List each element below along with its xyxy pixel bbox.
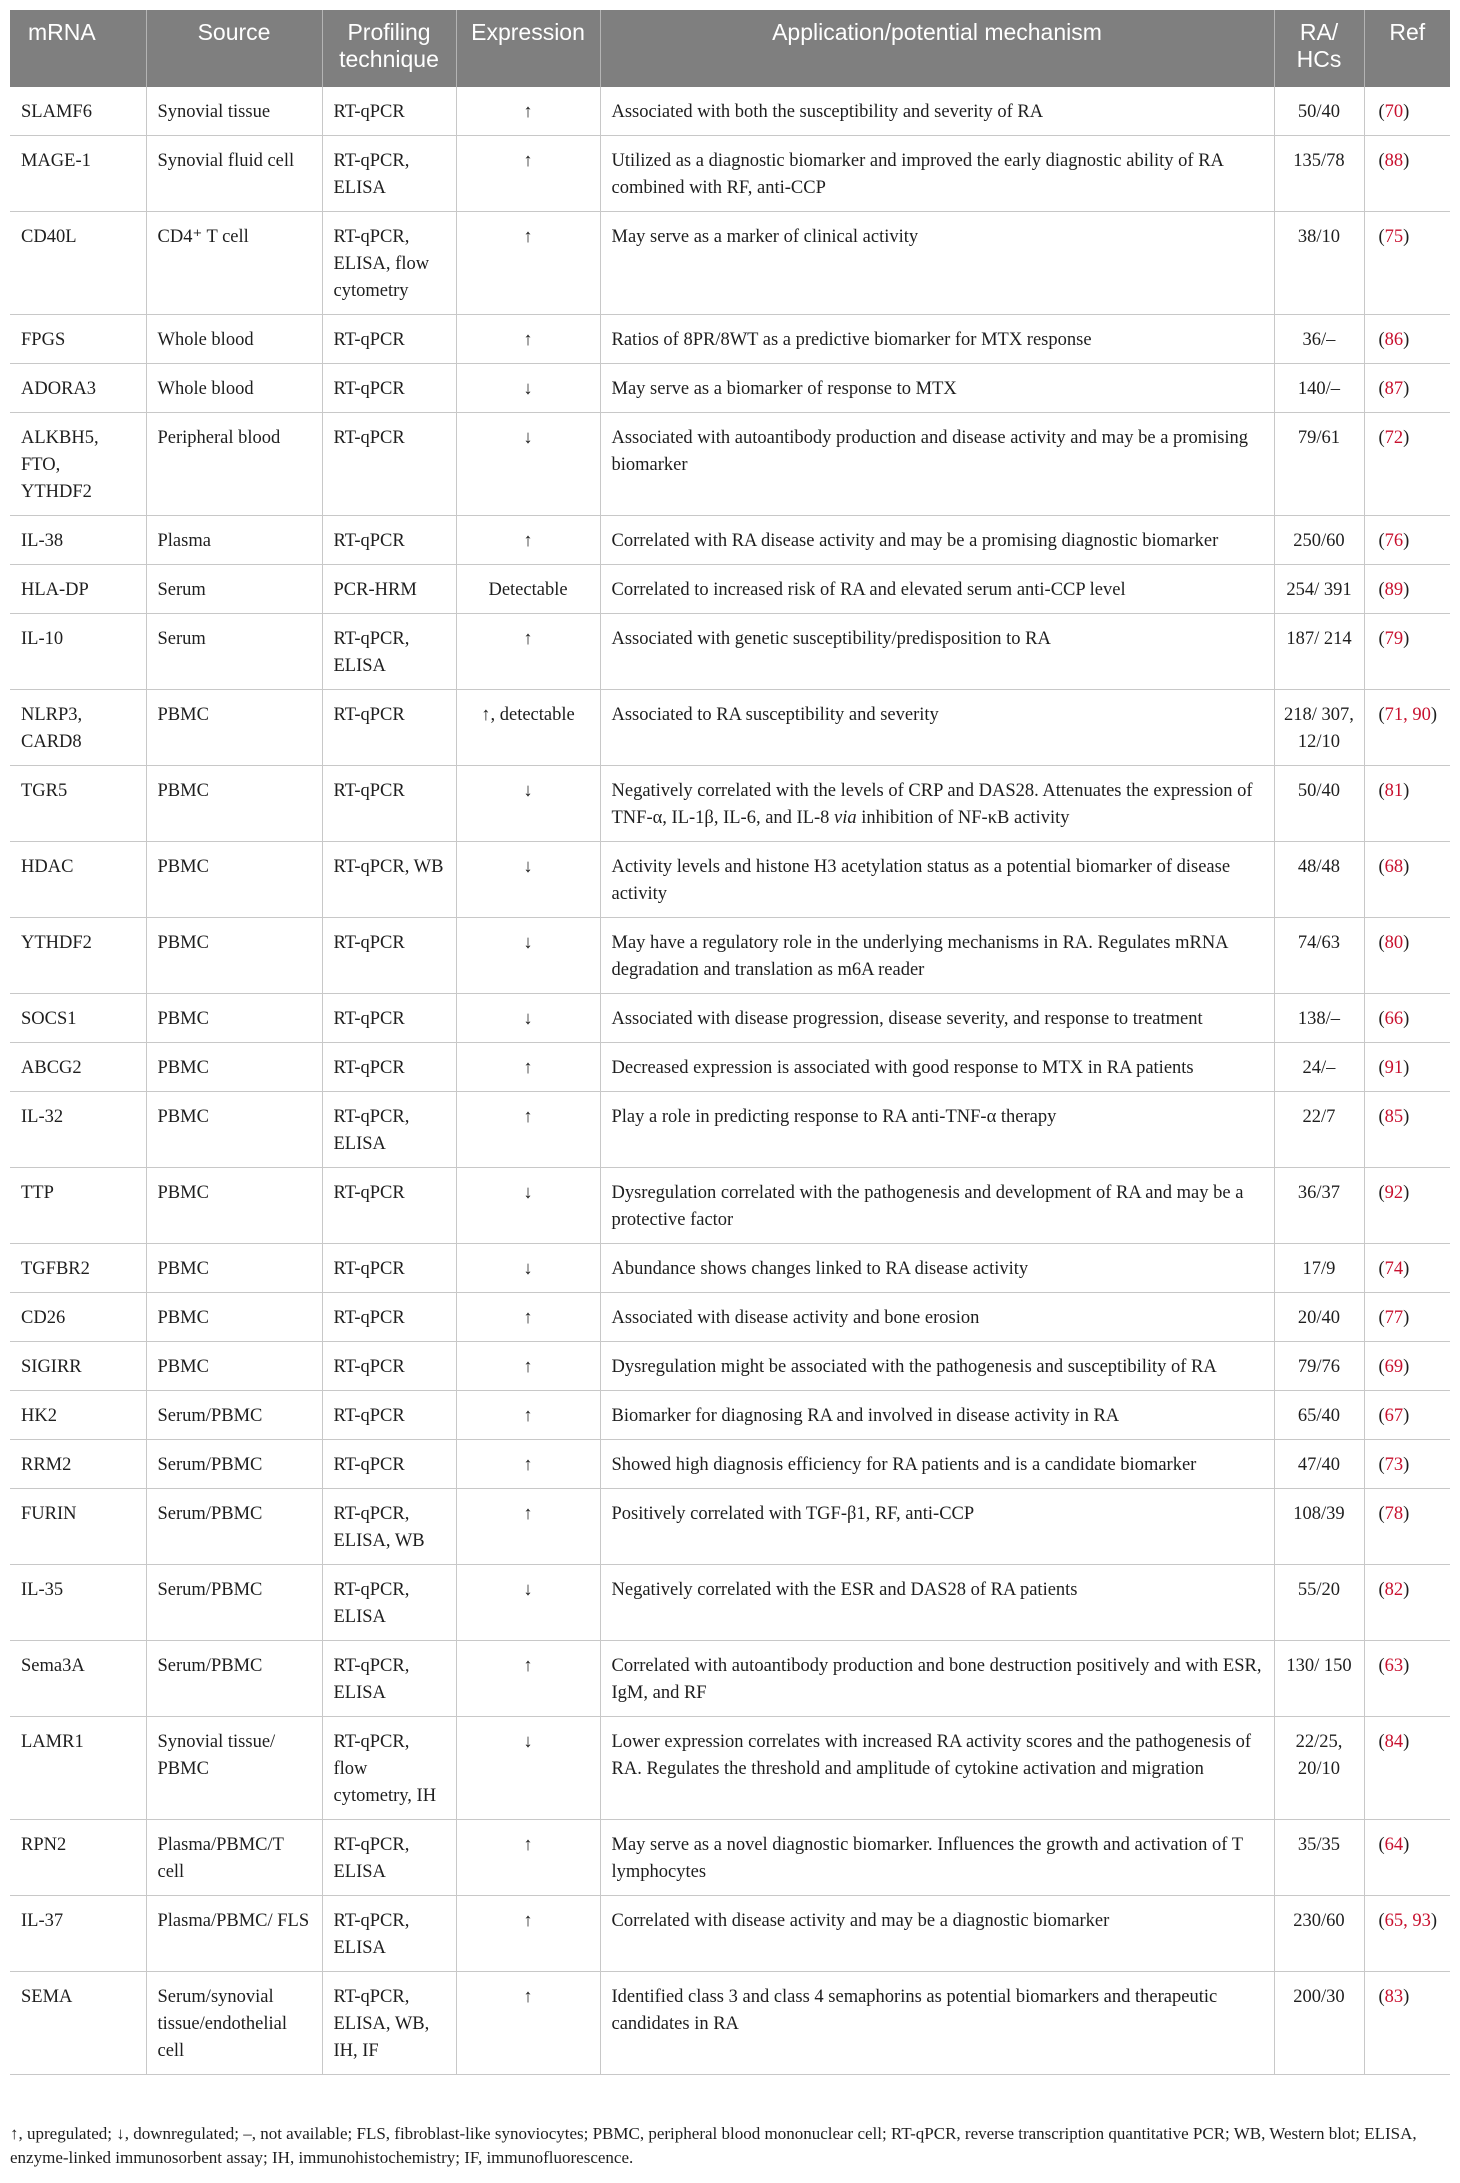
cell-expression: ↑	[456, 212, 600, 315]
header-mechanism: Application/potential mechanism	[600, 10, 1274, 87]
cell-source: PBMC	[146, 766, 322, 842]
table-header	[10, 10, 1450, 87]
cell-mrna: Sema3A	[10, 1641, 146, 1717]
cell-ra-hcs: 130/ 150	[1274, 1641, 1364, 1717]
cell-source: PBMC	[146, 918, 322, 994]
cell-ref: (68)	[1364, 842, 1450, 918]
cell-expression: ↑	[456, 1043, 600, 1092]
cell-ref: (89)	[1364, 565, 1450, 614]
cell-ra-hcs: 200/30	[1274, 1972, 1364, 2075]
cell-technique: RT-qPCR	[322, 87, 456, 136]
ref-link[interactable]: 77	[1384, 1308, 1404, 1328]
cell-expression: ↑	[456, 1342, 600, 1391]
ref-link[interactable]: 80	[1384, 933, 1404, 953]
cell-ra-hcs: 254/ 391	[1274, 565, 1364, 614]
cell-source: Serum	[146, 565, 322, 614]
table-row	[10, 136, 1450, 212]
cell-expression: ↑	[456, 87, 600, 136]
cell-source: Whole blood	[146, 364, 322, 413]
cell-ra-hcs: 250/60	[1274, 516, 1364, 565]
cell-expression: ↑	[456, 1293, 600, 1342]
ref-link[interactable]: 76	[1384, 531, 1404, 551]
table-row	[10, 614, 1450, 690]
cell-mechanism: Dysregulation correlated with the pathogenesis and development of RA and may be a protective factor	[600, 1168, 1274, 1244]
cell-technique: RT-qPCR, ELISA	[322, 1820, 456, 1896]
ref-link[interactable]: 67	[1384, 1406, 1404, 1426]
cell-source: Synovial tissue	[146, 87, 322, 136]
cell-ref: (83)	[1364, 1972, 1450, 2075]
cell-ref: (76)	[1364, 516, 1450, 565]
cell-mechanism: Play a role in predicting response to RA anti-TNF-α therapy	[600, 1092, 1274, 1168]
cell-mrna: IL-37	[10, 1896, 146, 1972]
cell-technique: RT-qPCR, ELISA	[322, 1092, 456, 1168]
table-row	[10, 1820, 1450, 1896]
cell-expression: ↓	[456, 918, 600, 994]
cell-ref: (85)	[1364, 1092, 1450, 1168]
cell-expression: ↑	[456, 1489, 600, 1565]
cell-ra-hcs: 36/37	[1274, 1168, 1364, 1244]
cell-technique: RT-qPCR	[322, 1244, 456, 1293]
cell-ref: (78)	[1364, 1489, 1450, 1565]
cell-expression: ↑	[456, 315, 600, 364]
table-row	[10, 565, 1450, 614]
ref-link[interactable]: 86	[1384, 330, 1404, 350]
cell-ra-hcs: 50/40	[1274, 87, 1364, 136]
cell-ra-hcs: 22/7	[1274, 1092, 1364, 1168]
cell-mrna: NLRP3, CARD8	[10, 690, 146, 766]
cell-mrna: SLAMF6	[10, 87, 146, 136]
cell-ref: (88)	[1364, 136, 1450, 212]
cell-mrna: HK2	[10, 1391, 146, 1440]
cell-source: PBMC	[146, 842, 322, 918]
ref-link[interactable]: 75	[1384, 227, 1404, 247]
cell-mechanism: Decreased expression is associated with good response to MTX in RA patients	[600, 1043, 1274, 1092]
cell-ra-hcs: 36/–	[1274, 315, 1364, 364]
cell-mechanism: Negatively correlated with the levels of CRP and DAS28. Attenuates the expression of TNF-α, IL-1β, IL-6, and IL-8 via inhibition of NF-κB activity	[600, 766, 1274, 842]
cell-expression: ↑	[456, 136, 600, 212]
table-row	[10, 1896, 1450, 1972]
cell-technique: RT-qPCR	[322, 315, 456, 364]
cell-ra-hcs: 79/76	[1274, 1342, 1364, 1391]
table-row	[10, 87, 1450, 136]
cell-mechanism: Lower expression correlates with increased RA activity scores and the pathogenesis of RA. Regulates the threshold and amplitude of cytokine activation and migration	[600, 1717, 1274, 1820]
mrna-biomarker-table	[10, 10, 1450, 2075]
cell-source: Peripheral blood	[146, 413, 322, 516]
cell-source: Synovial tissue/ PBMC	[146, 1717, 322, 1820]
header-ra-hcs: RA/ HCs	[1274, 10, 1364, 87]
ref-link[interactable]: 82	[1384, 1580, 1404, 1600]
header-expression: Expression	[456, 10, 600, 87]
cell-ref: (65, 93)	[1364, 1896, 1450, 1972]
table-footnote: ↑, upregulated; ↓, downregulated; –, not available; FLS, fibroblast-like synoviocytes; PBMC, peripheral blood mononuclear cell; RT-qPCR, reverse transcription quantitative PCR; WB, Western blot; ELISA, enzyme-linked immunosorbent assay; IH, immunohistochemistry; IF, immunofluorescence.	[10, 2124, 1417, 2167]
cell-ra-hcs: 218/ 307, 12/10	[1274, 690, 1364, 766]
header-ref: Ref	[1364, 10, 1450, 87]
cell-mechanism: Associated with autoantibody production and disease activity and may be a promising biomarker	[600, 413, 1274, 516]
table-row	[10, 1489, 1450, 1565]
cell-expression: ↑	[456, 1641, 600, 1717]
cell-expression: ↓	[456, 1244, 600, 1293]
cell-expression: ↓	[456, 413, 600, 516]
cell-mechanism: Associated with disease activity and bone erosion	[600, 1293, 1274, 1342]
cell-ra-hcs: 108/39	[1274, 1489, 1364, 1565]
cell-expression: ↑	[456, 1440, 600, 1489]
cell-technique: RT-qPCR	[322, 1168, 456, 1244]
cell-technique: PCR-HRM	[322, 565, 456, 614]
ref-link[interactable]: 84	[1384, 1732, 1404, 1752]
ref-link[interactable]: 78	[1384, 1504, 1404, 1524]
cell-mechanism: Associated to RA susceptibility and severity	[600, 690, 1274, 766]
ref-link[interactable]: 72	[1384, 428, 1404, 448]
cell-mrna: TGFBR2	[10, 1244, 146, 1293]
cell-expression: Detectable	[456, 565, 600, 614]
table-row	[10, 1293, 1450, 1342]
cell-mrna: TGR5	[10, 766, 146, 842]
cell-source: Serum	[146, 614, 322, 690]
cell-mechanism: Associated with both the susceptibility and severity of RA	[600, 87, 1274, 136]
cell-expression: ↑	[456, 1972, 600, 2075]
cell-source: PBMC	[146, 690, 322, 766]
table-row	[10, 1641, 1450, 1717]
ref-link[interactable]: 65, 93	[1384, 1911, 1431, 1931]
cell-technique: RT-qPCR, ELISA	[322, 136, 456, 212]
cell-expression: ↑, detectable	[456, 690, 600, 766]
cell-ra-hcs: 20/40	[1274, 1293, 1364, 1342]
table-row	[10, 1092, 1450, 1168]
cell-ref: (82)	[1364, 1565, 1450, 1641]
cell-technique: RT-qPCR	[322, 413, 456, 516]
cell-technique: RT-qPCR	[322, 1043, 456, 1092]
cell-source: Plasma/PBMC/T cell	[146, 1820, 322, 1896]
cell-technique: RT-qPCR, WB	[322, 842, 456, 918]
ref-link[interactable]: 63	[1384, 1656, 1404, 1676]
cell-mechanism: Biomarker for diagnosing RA and involved in disease activity in RA	[600, 1391, 1274, 1440]
cell-ref: (92)	[1364, 1168, 1450, 1244]
table-row	[10, 1043, 1450, 1092]
cell-technique: RT-qPCR	[322, 1342, 456, 1391]
table-row	[10, 1440, 1450, 1489]
cell-mrna: ADORA3	[10, 364, 146, 413]
cell-mechanism: Correlated with autoantibody production and bone destruction positively and with ESR, IgM, and RF	[600, 1641, 1274, 1717]
cell-expression: ↓	[456, 1565, 600, 1641]
cell-ref: (77)	[1364, 1293, 1450, 1342]
cell-mrna: RRM2	[10, 1440, 146, 1489]
header-mrna: mRNA	[10, 10, 146, 87]
cell-mrna: IL-38	[10, 516, 146, 565]
cell-mrna: FPGS	[10, 315, 146, 364]
cell-mechanism: May serve as a marker of clinical activity	[600, 212, 1274, 315]
cell-ref: (73)	[1364, 1440, 1450, 1489]
cell-ra-hcs: 65/40	[1274, 1391, 1364, 1440]
table-body	[10, 87, 1450, 2075]
ref-link[interactable]: 81	[1384, 781, 1404, 801]
cell-mechanism: Associated with genetic susceptibility/predisposition to RA	[600, 614, 1274, 690]
cell-ref: (70)	[1364, 87, 1450, 136]
ref-link[interactable]: 66	[1384, 1009, 1404, 1029]
cell-mechanism: Identified class 3 and class 4 semaphorins as potential biomarkers and therapeutic candidates in RA	[600, 1972, 1274, 2075]
cell-ra-hcs: 47/40	[1274, 1440, 1364, 1489]
cell-technique: RT-qPCR	[322, 994, 456, 1043]
cell-ref: (72)	[1364, 413, 1450, 516]
cell-ref: (79)	[1364, 614, 1450, 690]
cell-mrna: IL-32	[10, 1092, 146, 1168]
cell-expression: ↑	[456, 614, 600, 690]
cell-mrna: FURIN	[10, 1489, 146, 1565]
cell-mrna: TTP	[10, 1168, 146, 1244]
cell-mechanism: Showed high diagnosis efficiency for RA patients and is a candidate biomarker	[600, 1440, 1274, 1489]
cell-mrna: LAMR1	[10, 1717, 146, 1820]
table-row	[10, 994, 1450, 1043]
ref-link[interactable]: 71, 90	[1384, 705, 1431, 725]
cell-mrna: ALKBH5, FTO, YTHDF2	[10, 413, 146, 516]
cell-technique: RT-qPCR, ELISA	[322, 1641, 456, 1717]
cell-expression: ↓	[456, 842, 600, 918]
cell-mrna: IL-35	[10, 1565, 146, 1641]
cell-ref: (74)	[1364, 1244, 1450, 1293]
cell-mrna: SEMA	[10, 1972, 146, 2075]
cell-ref: (84)	[1364, 1717, 1450, 1820]
cell-mechanism: Dysregulation might be associated with the pathogenesis and susceptibility of RA	[600, 1342, 1274, 1391]
cell-technique: RT-qPCR	[322, 1391, 456, 1440]
cell-ra-hcs: 35/35	[1274, 1820, 1364, 1896]
cell-ref: (91)	[1364, 1043, 1450, 1092]
ref-link[interactable]: 74	[1384, 1259, 1404, 1279]
cell-ra-hcs: 17/9	[1274, 1244, 1364, 1293]
cell-expression: ↓	[456, 1168, 600, 1244]
cell-mrna: ABCG2	[10, 1043, 146, 1092]
ref-link[interactable]: 70	[1384, 102, 1404, 122]
cell-ref: (64)	[1364, 1820, 1450, 1896]
ref-link[interactable]: 91	[1384, 1058, 1404, 1078]
table-row	[10, 690, 1450, 766]
cell-expression: ↓	[456, 364, 600, 413]
cell-mechanism: Activity levels and histone H3 acetylation status as a potential biomarker of disease activity	[600, 842, 1274, 918]
cell-mrna: HDAC	[10, 842, 146, 918]
table-row	[10, 1244, 1450, 1293]
cell-source: PBMC	[146, 1293, 322, 1342]
table-row	[10, 1972, 1450, 2075]
ref-link[interactable]: 92	[1384, 1183, 1404, 1203]
cell-source: Plasma	[146, 516, 322, 565]
cell-source: PBMC	[146, 1092, 322, 1168]
cell-source: PBMC	[146, 994, 322, 1043]
cell-ra-hcs: 22/25, 20/10	[1274, 1717, 1364, 1820]
cell-technique: RT-qPCR, ELISA	[322, 614, 456, 690]
cell-ref: (87)	[1364, 364, 1450, 413]
cell-source: Whole blood	[146, 315, 322, 364]
cell-source: PBMC	[146, 1168, 322, 1244]
cell-technique: RT-qPCR	[322, 516, 456, 565]
cell-expression: ↑	[456, 1391, 600, 1440]
cell-ra-hcs: 79/61	[1274, 413, 1364, 516]
cell-technique: RT-qPCR, ELISA, flow cytometry	[322, 212, 456, 315]
cell-expression: ↓	[456, 994, 600, 1043]
table-row	[10, 842, 1450, 918]
table-row	[10, 1168, 1450, 1244]
cell-ra-hcs: 38/10	[1274, 212, 1364, 315]
ref-link[interactable]: 64	[1384, 1835, 1404, 1855]
cell-ra-hcs: 135/78	[1274, 136, 1364, 212]
cell-ra-hcs: 74/63	[1274, 918, 1364, 994]
cell-ref: (80)	[1364, 918, 1450, 994]
cell-technique: RT-qPCR, ELISA, WB, IH, IF	[322, 1972, 456, 2075]
cell-expression: ↑	[456, 1092, 600, 1168]
ref-link[interactable]: 73	[1384, 1455, 1404, 1475]
header-profiling-technique: Profiling technique	[322, 10, 456, 87]
cell-mrna: HLA-DP	[10, 565, 146, 614]
table-row	[10, 315, 1450, 364]
table-row	[10, 1717, 1450, 1820]
ref-link[interactable]: 89	[1384, 580, 1404, 600]
table-row	[10, 1391, 1450, 1440]
cell-mechanism: May serve as a biomarker of response to MTX	[600, 364, 1274, 413]
ref-link[interactable]: 83	[1384, 1987, 1404, 2007]
cell-mrna: SOCS1	[10, 994, 146, 1043]
cell-technique: RT-qPCR	[322, 918, 456, 994]
header-source: Source	[146, 10, 322, 87]
cell-mechanism: Positively correlated with TGF-β1, RF, anti-CCP	[600, 1489, 1274, 1565]
cell-ref: (69)	[1364, 1342, 1450, 1391]
cell-mrna: CD26	[10, 1293, 146, 1342]
cell-mechanism: Ratios of 8PR/8WT as a predictive biomarker for MTX response	[600, 315, 1274, 364]
cell-ref: (81)	[1364, 766, 1450, 842]
ref-link[interactable]: 79	[1384, 629, 1404, 649]
cell-mrna: MAGE-1	[10, 136, 146, 212]
cell-source: PBMC	[146, 1043, 322, 1092]
cell-technique: RT-qPCR	[322, 1440, 456, 1489]
cell-mrna: RPN2	[10, 1820, 146, 1896]
cell-mechanism: Correlated with disease activity and may be a diagnostic biomarker	[600, 1896, 1274, 1972]
cell-ra-hcs: 230/60	[1274, 1896, 1364, 1972]
cell-ref: (71, 90)	[1364, 690, 1450, 766]
cell-technique: RT-qPCR	[322, 690, 456, 766]
table-row	[10, 364, 1450, 413]
cell-technique: RT-qPCR, flow cytometry, IH	[322, 1717, 456, 1820]
cell-source: Plasma/PBMC/ FLS	[146, 1896, 322, 1972]
cell-source: Serum/PBMC	[146, 1391, 322, 1440]
cell-mrna: YTHDF2	[10, 918, 146, 994]
ref-link[interactable]: 85	[1384, 1107, 1404, 1127]
cell-source: Serum/PBMC	[146, 1489, 322, 1565]
cell-mechanism: Negatively correlated with the ESR and DAS28 of RA patients	[600, 1565, 1274, 1641]
ref-link[interactable]: 87	[1384, 379, 1404, 399]
cell-mechanism: Correlated with RA disease activity and may be a promising diagnostic biomarker	[600, 516, 1274, 565]
table-row	[10, 516, 1450, 565]
cell-ra-hcs: 24/–	[1274, 1043, 1364, 1092]
cell-mechanism: May serve as a novel diagnostic biomarker. Influences the growth and activation of T lymphocytes	[600, 1820, 1274, 1896]
cell-ra-hcs: 55/20	[1274, 1565, 1364, 1641]
table-row	[10, 1342, 1450, 1391]
cell-source: Serum/PBMC	[146, 1641, 322, 1717]
table-row	[10, 918, 1450, 994]
cell-ra-hcs: 50/40	[1274, 766, 1364, 842]
cell-source: Serum/synovial tissue/endothelial cell	[146, 1972, 322, 2075]
cell-technique: RT-qPCR	[322, 766, 456, 842]
cell-source: Serum/PBMC	[146, 1440, 322, 1489]
cell-source: Serum/PBMC	[146, 1565, 322, 1641]
cell-technique: RT-qPCR, ELISA	[322, 1565, 456, 1641]
cell-ref: (86)	[1364, 315, 1450, 364]
cell-expression: ↑	[456, 516, 600, 565]
cell-expression: ↑	[456, 1896, 600, 1972]
cell-source: CD4⁺ T cell	[146, 212, 322, 315]
cell-mrna: SIGIRR	[10, 1342, 146, 1391]
cell-source: PBMC	[146, 1342, 322, 1391]
cell-technique: RT-qPCR	[322, 1293, 456, 1342]
ref-link[interactable]: 68	[1384, 857, 1404, 877]
table-row	[10, 413, 1450, 516]
cell-mechanism: Associated with disease progression, disease severity, and response to treatment	[600, 994, 1274, 1043]
cell-mechanism: Abundance shows changes linked to RA disease activity	[600, 1244, 1274, 1293]
cell-mechanism: May have a regulatory role in the underlying mechanisms in RA. Regulates mRNA degradation and translation as m6A reader	[600, 918, 1274, 994]
cell-mrna: IL-10	[10, 614, 146, 690]
cell-source: PBMC	[146, 1244, 322, 1293]
table-row	[10, 766, 1450, 842]
cell-ra-hcs: 140/–	[1274, 364, 1364, 413]
cell-mechanism: Utilized as a diagnostic biomarker and improved the early diagnostic ability of RA combined with RF, anti-CCP	[600, 136, 1274, 212]
cell-ra-hcs: 138/–	[1274, 994, 1364, 1043]
cell-mechanism: Correlated to increased risk of RA and elevated serum anti-CCP level	[600, 565, 1274, 614]
cell-technique: RT-qPCR, ELISA	[322, 1896, 456, 1972]
cell-ra-hcs: 187/ 214	[1274, 614, 1364, 690]
cell-source: Synovial fluid cell	[146, 136, 322, 212]
ref-link[interactable]: 69	[1384, 1357, 1404, 1377]
cell-expression: ↓	[456, 766, 600, 842]
cell-expression: ↓	[456, 1717, 600, 1820]
ref-link[interactable]: 88	[1384, 151, 1404, 171]
cell-ra-hcs: 48/48	[1274, 842, 1364, 918]
cell-technique: RT-qPCR	[322, 364, 456, 413]
cell-ref: (66)	[1364, 994, 1450, 1043]
cell-expression: ↑	[456, 1820, 600, 1896]
cell-technique: RT-qPCR, ELISA, WB	[322, 1489, 456, 1565]
cell-mrna: CD40L	[10, 212, 146, 315]
table-row	[10, 1565, 1450, 1641]
cell-ref: (63)	[1364, 1641, 1450, 1717]
cell-ref: (67)	[1364, 1391, 1450, 1440]
table-row	[10, 212, 1450, 315]
cell-ref: (75)	[1364, 212, 1450, 315]
